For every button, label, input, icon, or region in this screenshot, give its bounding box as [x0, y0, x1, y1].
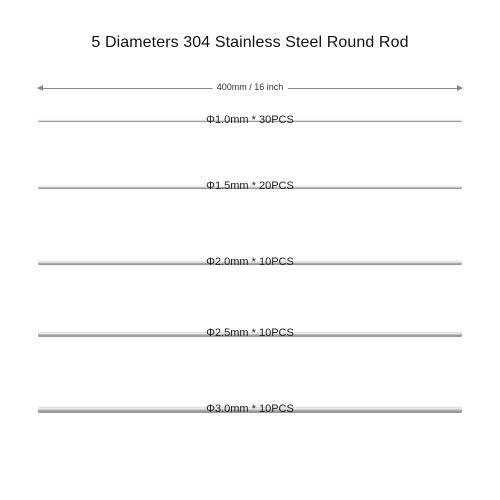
rod-row-2	[38, 179, 462, 197]
arrow-right-icon	[457, 85, 463, 91]
rod-label-3: Φ2.0mm * 10PCS	[206, 256, 294, 268]
rod-label-1: Φ1.0mm * 30PCS	[206, 114, 294, 126]
dimension-label: 400mm / 16 inch	[213, 82, 288, 92]
rod-row-5	[38, 401, 462, 419]
rod-label-5: Φ3.0mm * 10PCS	[206, 403, 294, 415]
rod-label-2: Φ1.5mm * 20PCS	[206, 180, 294, 192]
arrow-left-icon	[37, 85, 43, 91]
length-dimension	[38, 82, 462, 98]
rod-row-3	[38, 254, 462, 272]
product-title: 5 Diameters 304 Stainless Steel Round Rod	[91, 34, 409, 51]
rod-row-1	[38, 113, 462, 129]
rod-label-4: Φ2.5mm * 10PCS	[206, 327, 294, 339]
rod-row-4	[38, 325, 462, 343]
